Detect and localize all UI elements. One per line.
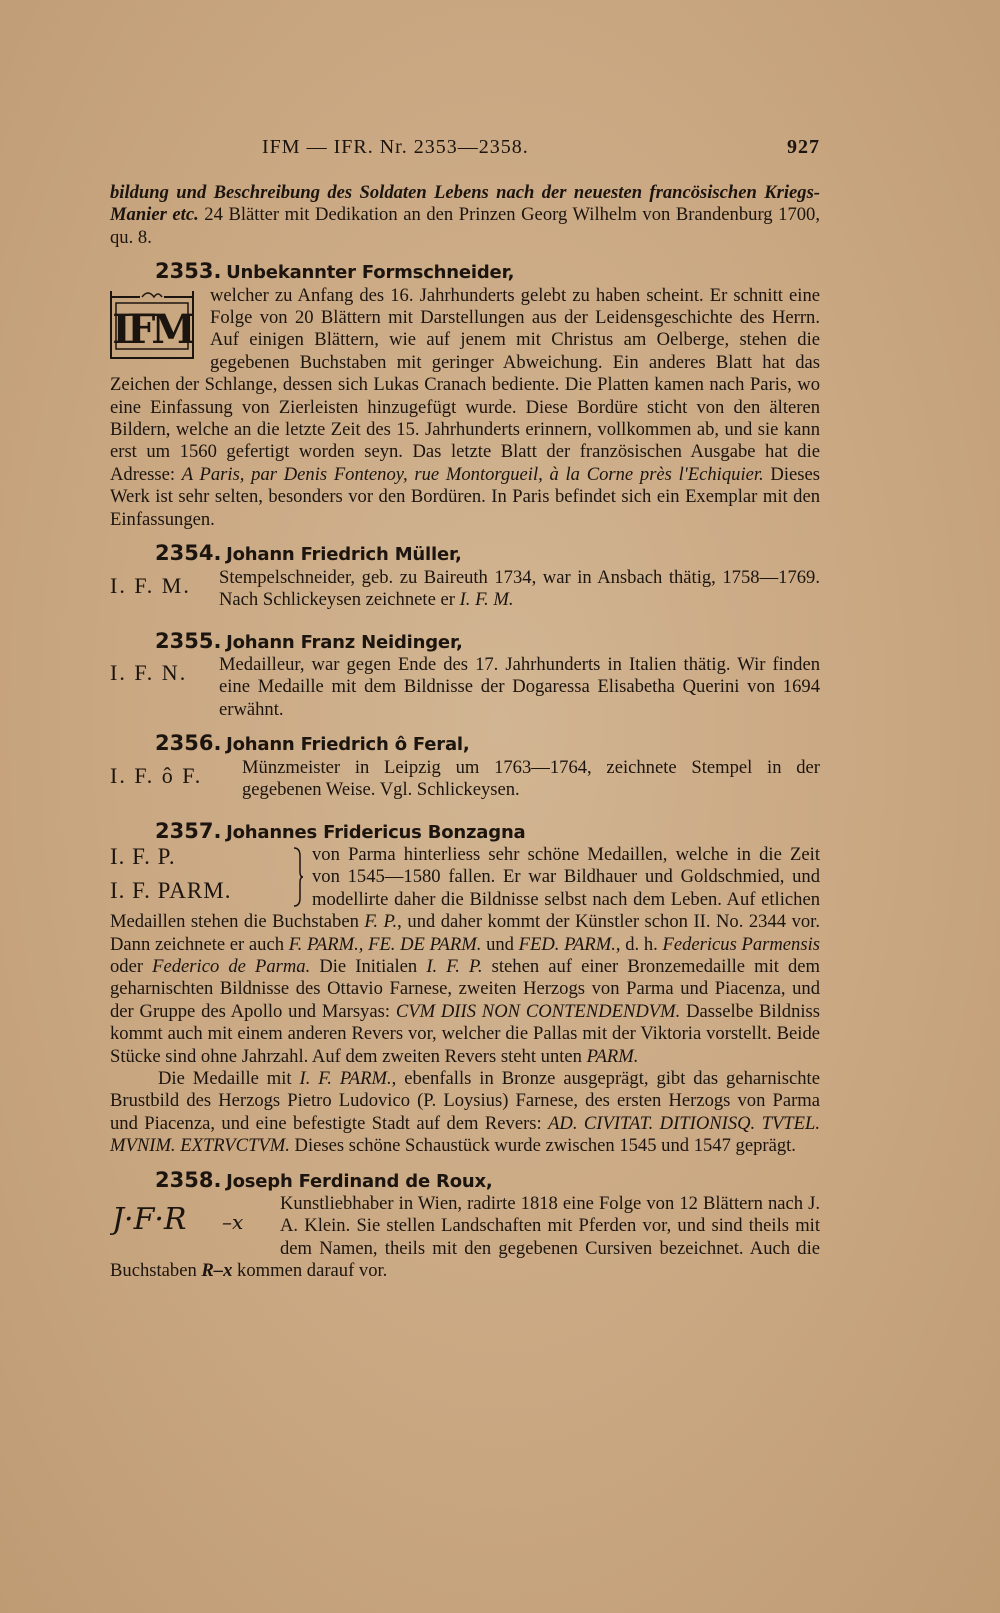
text-block — [110, 136, 820, 1283]
entry-2355: 2355. Johann Franz Neidinger, I. F. N. Medailleur, war gegen Ende des 17. Jahrhunderts in Italien thätig. Wir finden eine Medaille mit dem Bildnisse der Dogaressa Elisabetha Querini von 1694 erwähnt. — [110, 628, 820, 720]
mark-ifof: I. F. ô F. — [110, 762, 203, 788]
entry-2357-para-2: Die Medaille mit I. F. PARM., ebenfalls in Bronze ausgeprägt, gibt das geharnischte Brustbild des Herzogs Pietro Ludovico (P. Loysius) Farnese, des ersten Herzogs von Parma und Piacenza, und eine befestigte Stadt auf dem Revers: AD. CIVITAT. DITIONISQ. TVTEL. MVNIM. EXTRVCTVM. Dieses schöne Schaustück wurde zwischen 1545 und 1547 geprägt. — [110, 1068, 820, 1157]
entry-number: 2353. — [155, 259, 222, 284]
marks-ifp: I. F. P. I. F. PARM. — [110, 843, 232, 903]
running-title: IFM — IFR. Nr. 2353—2358. — [262, 136, 529, 158]
entry-2357: 2357. Johannes Fridericus Bonzagna I. F. P. I. F. PARM. von Parma hinterliess sehr schöne Medaillen, welche in die Zeit von 1545—1580 fallen. Er war Bildhauer und Goldschmied, und modellirte daher die Bildnisse selbst nach dem Leben. Auf etlichen Medaillen stehen die Buchstaben F. P., und daher kommt der Künstler schon II. No. 2344 vor. Dann zeichnete er auch F. PARM., FE. DE PARM. und FED. PARM., d. h. Federicus Parmensis oder Federico de Parma. Die Initialen I. F. P. stehen auf einer Bronzemedaille mit dem geharnischten Bildnisse des Ottavio Farnese, zweiten Herzogs von Parma und Piacenza, und der Gruppe des Apollo und Marsyas: CVM DIIS NON CONTENDENDVM. Dasselbe Bildniss kommt auch mit einem anderen Revers vor, welcher die Pallas mit der Viktoria vorstellt. Beide Stücke sind ohne Jahrzahl. Auf dem zweiten Revers steht unten PARM. Die Medaille mit I. F. PARM., ebenfalls in Bronze ausgeprägt, gibt das geharnischte Brustbild des Herzogs Pietro Ludovico (P. Loysius) Farnese, des ersten Herzogs von Parma und Piacenza, und eine befestigte Stadt auf dem Revers: AD. CIVITAT. DITIONISQ. TVTEL. MVNIM. EXTRVCTVM. Dieses schöne Schaustück wurde zwischen 1545 und 1547 geprägt. — [110, 818, 821, 1157]
brace-icon — [292, 846, 304, 908]
svg-text:J·F·R: J·F·R — [112, 1202, 187, 1238]
entry-2356: 2356. Johann Friedrich ô Feral, I. F. ô F. Münzmeister in Leipzig um 1763—1764, zeichnete Stempel in der gegebenen Weise. Vgl. Schlickeysen. — [110, 732, 820, 808]
intro-paragraph — [110, 182, 820, 249]
page-header — [110, 136, 820, 166]
entry-2358: 2358. Joseph Ferdinand de Roux, J·F·R –x Kunstliebhaber in Wien, radirte 1818 eine Folge von 12 Blättern nach J. A. Klein. Sie stellen Landschaften mit Pferden vor, und sind theils mit dem Namen, theils mit den gegebenen Cursiven bezeichnet. Auch die Buchstaben R–x kommen darauf vor. — [110, 1169, 820, 1283]
paris-address: A Paris, par Denis Fontenoy, rue Montorgueil, à la Corne près l'Echiquier. — [181, 463, 764, 485]
entry-2353-body — [110, 285, 820, 531]
entry-2353-text: welcher zu Anfang des 16. Jahrhunderts gelebt zu haben scheint. Er schnitt eine Folge von 20 Blättern mit Darstellungen aus der Leidensgeschichte des Herrn. Auf einigen Blättern, wie auf jenem mit Christus am Oelberge, stehen die gegebenen Buchstaben mit geringer Abweichung. Ein anderes Blatt hat das Zeichen der Schlange, dessen sich Lukas Cranach bediente. Die Platten kamen nach Paris, wo eine Einfassung von Zierleisten hinzugefügt wurde. Diese Bordüre sticht von den älteren Bildern, welche an die letzte Zeit des 15. Jahrhunderts erinnern, vollkommen ab, und sie kann erst um 1560 gefertigt worden seyn. Das letzte Blatt der französischen Ausgabe hat die Adresse: A Paris, par Denis Fontenoy, rue Montorgueil, à la Corne près l'Echiquier. Dieses Werk ist sehr selten, besonders vor den Bordüren. In Paris befindet sich ein Exemplar mit den Einfassungen. — [110, 284, 820, 530]
intro-title: bildung und Beschreibung des Soldaten Lebens nach der neuesten francösischen Kriegs-Manier etc. — [110, 182, 820, 226]
mark-ifm: I. F. M. — [110, 572, 191, 598]
svg-text:–x: –x — [222, 1210, 244, 1235]
page-number: 927 — [787, 136, 820, 158]
entry-heading: Unbekannter Formschneider, — [226, 262, 515, 284]
entry-2354: 2354. Johann Friedrich Müller, I. F. M. Stempelschneider, geb. zu Baireuth 1734, war in Ansbach thätig, 1758—1769. Nach Schlickeysen zeichnete er I. F. M. — [110, 542, 820, 618]
monogram-ifm — [110, 291, 194, 359]
monogram-ifm-icon — [112, 291, 192, 357]
svg-text:IFM: IFM — [112, 305, 192, 353]
intro-text: 24 Blätter mit Dedikation an den Prinzen Georg Wilhelm von Brandenburg 1700, qu. 8. — [110, 204, 821, 248]
entry-2353 — [110, 260, 820, 284]
cursive-signature-icon — [110, 1197, 270, 1241]
mark-ifn: I. F. N. — [110, 659, 188, 685]
